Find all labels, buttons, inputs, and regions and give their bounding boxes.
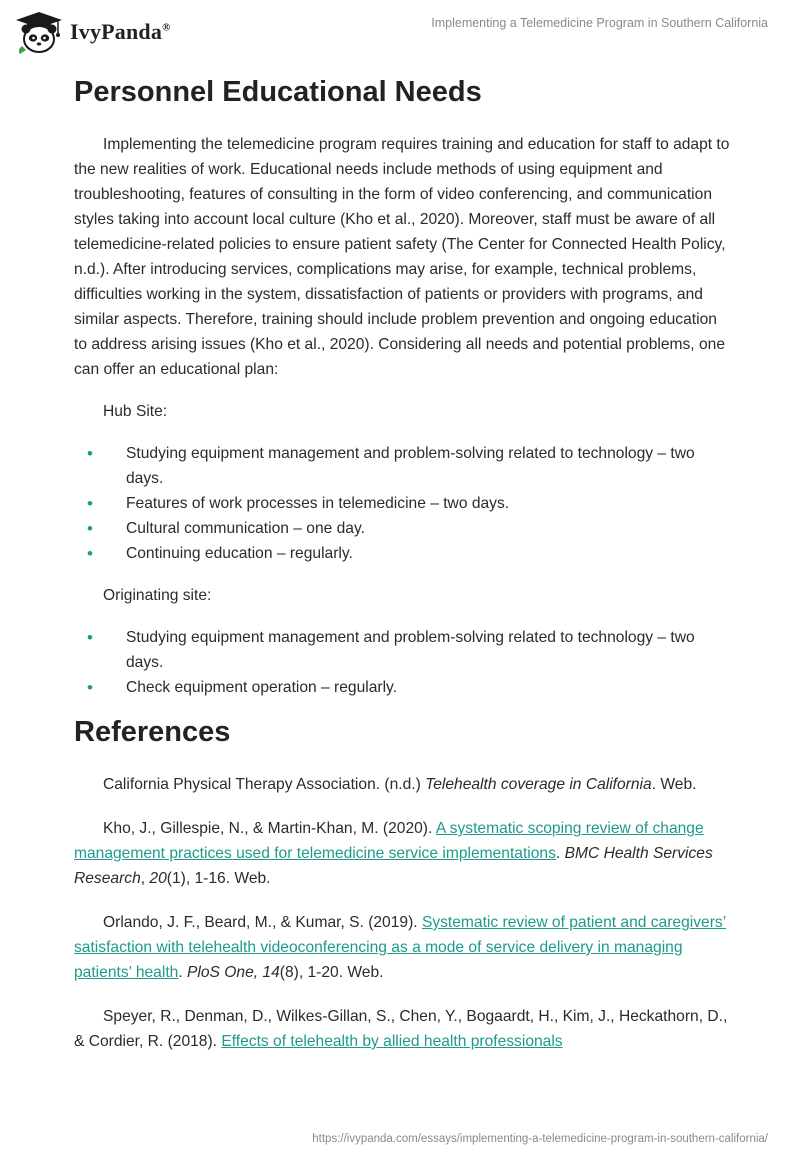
source-url[interactable]: https://ivypanda.com/essays/implementing-a-telemedicine-program-in-southern-california/: [312, 1133, 768, 1145]
originating-site-list: [74, 625, 734, 700]
list-item: • Features of work processes in telemedicine – two days.: [74, 491, 734, 516]
ivypanda-logo[interactable]: [14, 10, 171, 54]
list-item: • Continuing education – regularly.: [74, 541, 734, 566]
document-title: Implementing a Telemedicine Program in Southern California: [431, 16, 768, 30]
brand-name: IvyPanda®: [70, 19, 171, 44]
list-item: • Studying equipment management and problem-solving related to technology – two days.: [74, 441, 734, 491]
list-item: • Studying equipment management and problem-solving related to technology – two days.: [74, 625, 734, 675]
panda-graduate-icon: [14, 10, 64, 54]
reference-link[interactable]: A systematic scoping review of change management practices used for telemedicine service implementations: [74, 820, 704, 862]
list-item: • Check equipment operation – regularly.: [74, 675, 734, 700]
reference-entry: California Physical Therapy Association. (n.d.) Telehealth coverage in California. Web.: [103, 776, 697, 793]
reference-entry: Orlando, J. F., Beard, M., & Kumar, S. (2019). Systematic review of patient and caregivers’ satisfaction with telehealth videoconferencing as a mode of service delivery in managing patients’ health. PloS One, 14(8), 1-20. Web.: [74, 914, 727, 981]
section-heading: Personnel Educational Needs: [74, 76, 482, 108]
reference-link[interactable]: Effects of telehealth by allied health professionals: [221, 1033, 563, 1050]
reference-entry: Kho, J., Gillespie, N., & Martin-Khan, M. (2020). A systematic scoping review of change management practices used for telemedicine service implementations. BMC Health Services Research, 20(1), 1-16. Web.: [74, 820, 713, 887]
document-body: [74, 74, 734, 1054]
body-paragraph: Implementing the telemedicine program requires training and education for staff to adapt to the new realities of work. Educational needs include methods of using equipment and troubleshooting, features of consulting in the form of video conferencing, and communication styles taking into account local culture (Kho et al., 2020). Moreover, staff must be aware of all telemedicine-related policies to ensure patient safety (The Center for Connected Health Policy, n.d.). After introducing services, complications may arise, for example, technical problems, difficulties working in the system, dissatisfaction of patients or providers with programs, and similar aspects. Therefore, training should include problem prevention and ongoing education to address arising issues (Kho et al., 2020). Considering all needs and potential problems, one can offer an educational plan:: [74, 136, 730, 378]
hub-site-label: Hub Site:: [103, 403, 168, 420]
references-heading: References: [74, 716, 231, 748]
reference-entry: Speyer, R., Denman, D., Wilkes-Gillan, S., Chen, Y., Bogaardt, H., Kim, J., Heckathorn, D., & Cordier, R. (2018). Effects of telehealth by allied health professionals: [74, 1008, 728, 1050]
hub-site-list: [74, 441, 734, 566]
reference-link[interactable]: Systematic review of patient and caregivers’ satisfaction with telehealth videoconferencing as a mode of service delivery in managing patients’ health: [74, 914, 727, 981]
originating-site-label: Originating site:: [103, 587, 212, 604]
list-item: • Cultural communication – one day.: [74, 516, 734, 541]
page-header: [0, 0, 800, 70]
